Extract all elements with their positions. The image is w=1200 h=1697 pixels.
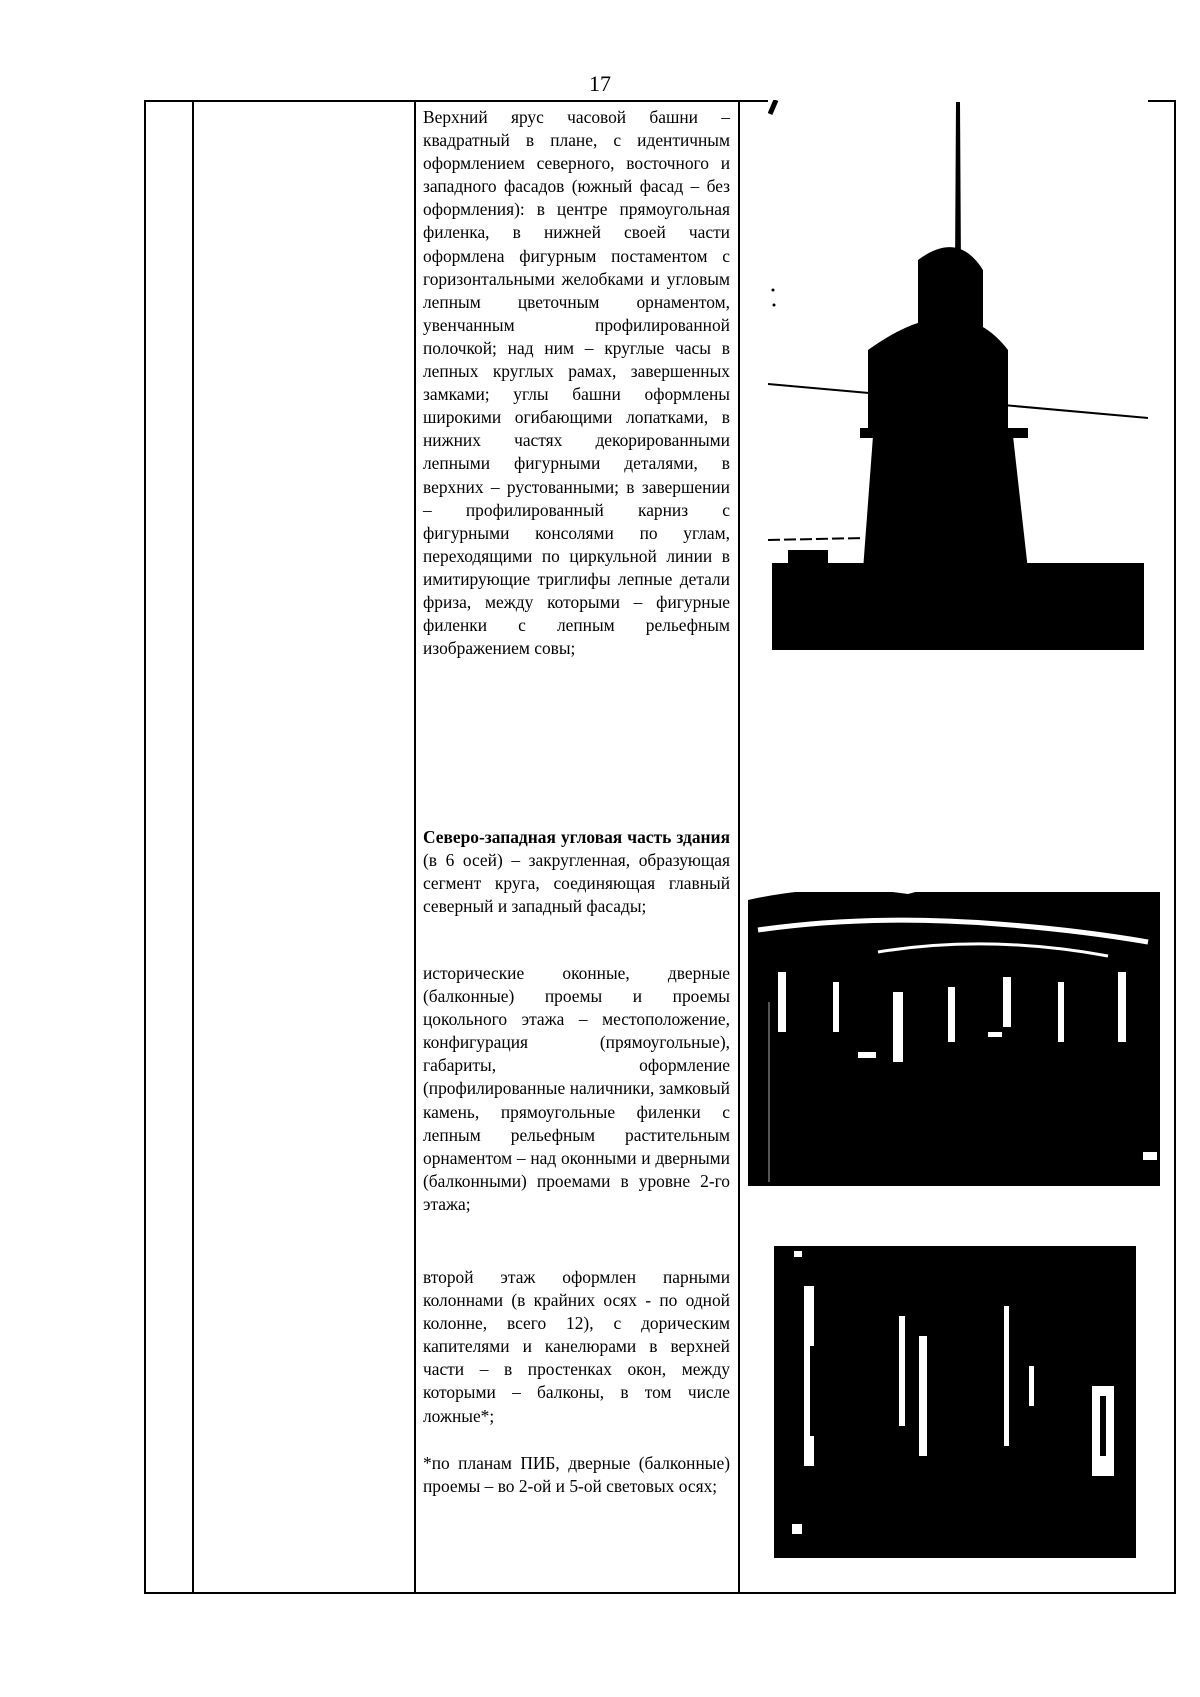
clock-tower-photo (768, 100, 1148, 652)
corner-part-text: (в 6 осей) – закругленная, образующая сегмент круга, соединяющая главный северный и западный фасады; (423, 850, 730, 917)
page-number: 17 (589, 71, 611, 96)
column-divider-1 (192, 102, 194, 1592)
columns-description: второй этаж оформлен парными колоннами (в крайних осях - по одной колонне, всего 12), с дорическим капителями и канелюрами в верхней части – в простенках окон, между которыми – балконы, в том числе ложные*; (423, 1267, 730, 1426)
openings-description: исторические оконные, дверные (балконные) проемы и проемы цокольного этажа – местоположение, конфигурация (прямоугольные), габариты, оформление (профилированные наличники, замковый камень, прямоугольные филенки с лепным рельефным растительным орнаментом – над оконными и дверными (балконными) проемами в уровне 2-го этажа; (423, 963, 730, 1214)
corner-part-heading: Северо-западная угловая часть здания (423, 827, 730, 847)
tower-description: Верхний ярус часовой башни – квадратный в плане, с идентичным оформлением северного, восточного и западного фасадов (южный фасад – без оформления): в центре прямоугольная филенка, в нижней своей части оформлена фигурным постаментом с горизонтальными желобками и угловым лепным цветочным орнаментом, увенчанным профилированной полочкой; над ним – круглые часы в лепных круглых рамах, завершенных замками; углы башни оформлены широкими огибающими лопатками, в нижних частях декорированными лепными фигурными деталями, в верхних – рустованными; в завершении – профилированный карниз с фигурными консолями по углам, переходящими по циркульной линии в имитирующие триглифы лепные детали фриза, между которыми – фигурные филенки с лепным рельефным изображением совы; (423, 107, 730, 659)
corner-facade-photo (748, 872, 1160, 1186)
column-divider-2 (414, 102, 416, 1592)
column-divider-3 (738, 102, 740, 1592)
columns-photo (774, 1246, 1136, 1558)
footnote: *по планам ПИБ, дверные (балконные) проемы – во 2-ой и 5-ой световых осях; (423, 1453, 730, 1497)
corner-part-description (423, 826, 730, 918)
